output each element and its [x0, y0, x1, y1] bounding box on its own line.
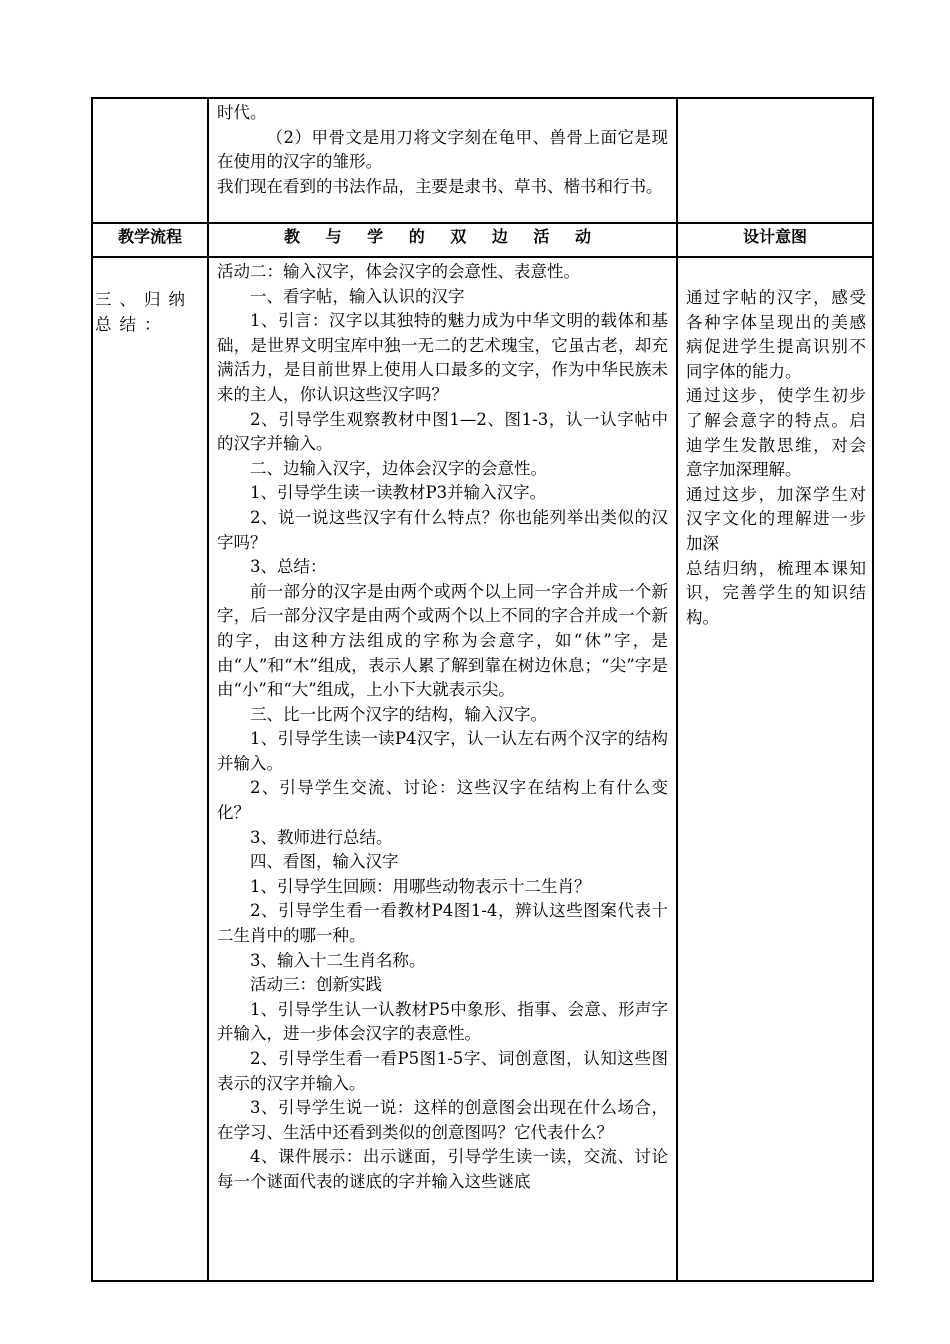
activity-paragraph: 活动二：输入汉字，体会汉字的会意性、表意性。	[217, 262, 580, 281]
activity-paragraph: 1、引言：汉字以其独特的魅力成为中华文明的载体和基础，是世界文明宝库中独一无二的艺术瑰宝，它虽古老，却充满活力，是目前世界上使用人口最多的文字，作为中华民族未来的主人，你认识这些汉字吗？	[217, 311, 668, 404]
design-intent-paragraph: 通过字帖的汉字，感受各种字体呈现出的美感病促进学生提高识别不同字体的能力。	[686, 288, 866, 381]
activity-paragraph: 4、课件展示：出示谜面，引导学生读一读，交流、讨论每一个谜面代表的谜底的字并输入这些谜底	[217, 1147, 668, 1191]
continued-row	[92, 98, 873, 223]
design-intent-paragraph: 通过这步，加深学生对汉字文化的理解进一步加深	[686, 484, 866, 553]
activity-paragraph: 3、教师进行总结。	[250, 827, 393, 847]
continued-activity-cell	[208, 98, 677, 223]
continued-intent-cell	[677, 98, 873, 223]
activity-paragraph: 1、引导学生回顾：用哪些动物表示十二生肖？	[250, 876, 591, 896]
activity-paragraph: 1、引导学生认一认教材P5中象形、指事、会意、形声字并输入，进一步体会汉字的表意性。	[217, 999, 668, 1044]
continued-line: 时代。	[217, 103, 267, 122]
header-design-intent: 设计意图	[677, 223, 873, 257]
activity-paragraph: 3、输入十二生肖名称。	[250, 950, 426, 970]
design-intent-list	[678, 258, 872, 630]
activity-paragraph: 2、说一说这些汉字有什么特点？你也能列举出类似的汉字吗？	[217, 507, 668, 552]
activity-paragraph: 1、引导学生读一读P4汉字，认一认左右两个汉字的结构并输入。	[217, 729, 668, 773]
activity-paragraph: 2、引导学生看一看教材P4图1-4，辨认这些图案代表十二生肖中的哪一种。	[217, 901, 668, 946]
flow-label: 三、归纳总结：	[95, 290, 193, 334]
activity-paragraph: 1、引导学生读一读教材P3并输入汉字。	[250, 483, 547, 503]
activity-paragraph: 前一部分的汉字是由两个或两个以上同一字合并成一个新字，后一部分汉字是由两个或两个以上不同的字合并成一个新的字，由这种方法组成的字称为会意字，如“休”字，是由“人”和“木”组成，表示人累了解到靠在树边休息；“尖”字是由“小”和“大”组成，上小下大就表示尖。	[217, 581, 668, 700]
continued-line: （2）甲骨文是用刀将文字刻在龟甲、兽骨上面它是现在使用的汉字的雏形。	[217, 127, 668, 172]
activity-paragraph: 2、引导学生观察教材中图1—2、图1-3，认一认字帖中的汉字并输入。	[217, 409, 668, 454]
design-intent-paragraph: 总结归纳，梳理本课知识，完善学生的知识结构。	[686, 558, 866, 627]
activity-paragraph: 2、引导学生交流、讨论：这些汉字在结构上有什么变化？	[217, 778, 668, 823]
continued-line: 我们现在看到的书法作品，主要是隶书、草书、楷书和行书。	[217, 176, 663, 196]
flow-cell	[92, 257, 208, 1281]
activities-cell	[208, 257, 677, 1281]
activity-paragraph: 活动三：创新实践	[250, 975, 382, 995]
header-activities: 教 与 学 的 双 边 活 动	[208, 223, 677, 257]
design-intent-paragraph: 通过这步，使学生初步了解会意字的特点。启迪学生发散思维，对会意字加深理解。	[686, 386, 866, 480]
activity-paragraph: 一、看字帖，输入认识的汉字	[250, 286, 465, 306]
activity-paragraph: 3、引导学生说一说：这样的创意图会出现在什么场合，在学习、生活中还看到类似的创意图吗？它代表什么？	[217, 1098, 668, 1142]
activity-paragraph: 四、看图，输入汉字	[250, 852, 399, 872]
continued-flow-cell	[92, 98, 208, 223]
table-header-row	[92, 223, 873, 257]
activities-list	[209, 258, 676, 1195]
section-row	[92, 257, 873, 1281]
lesson-plan-table	[91, 97, 874, 1282]
activity-paragraph: 三、比一比两个汉字的结构，输入汉字。	[250, 704, 547, 724]
activity-paragraph: 二、边输入汉字，边体会汉字的会意性。	[250, 458, 547, 478]
intent-cell	[677, 257, 873, 1281]
header-teaching-flow: 教学流程	[92, 223, 208, 257]
activity-paragraph: 2、引导学生看一看P5图1-5字、词创意图，认知这些图表示的汉字并输入。	[217, 1049, 668, 1093]
activity-paragraph: 3、总结：	[250, 557, 327, 577]
